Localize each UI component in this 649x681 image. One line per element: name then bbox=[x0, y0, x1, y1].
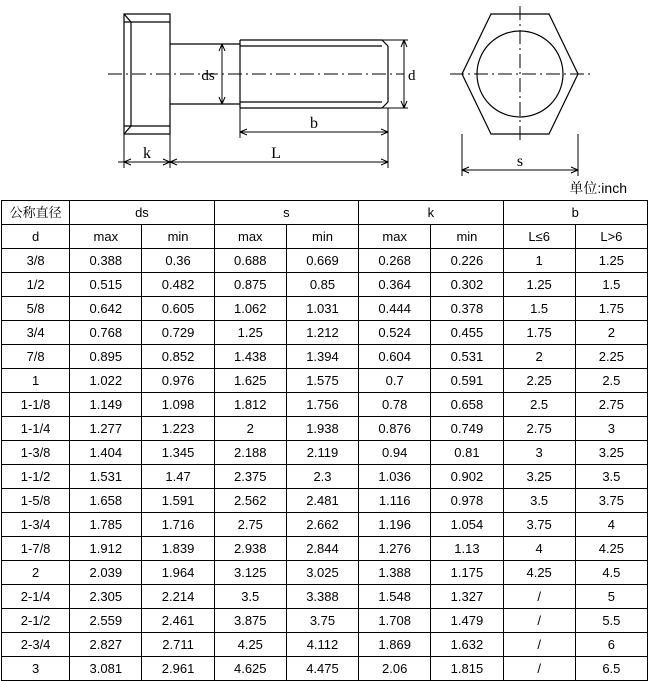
cell-value: 2.481 bbox=[286, 489, 358, 513]
cell-value: 4.475 bbox=[286, 657, 358, 681]
table-row bbox=[2, 585, 648, 609]
cell-value: 0.378 bbox=[431, 297, 503, 321]
cell-value: 0.78 bbox=[359, 393, 431, 417]
cell-nominal-diameter: 1/2 bbox=[2, 273, 70, 297]
cell-value: 0.642 bbox=[70, 297, 142, 321]
cell-value: 1.938 bbox=[286, 417, 358, 441]
cell-value: 0.7 bbox=[359, 369, 431, 393]
cell-value: 0.36 bbox=[142, 249, 214, 273]
cell-value: 1.223 bbox=[142, 417, 214, 441]
cell-value: 1.839 bbox=[142, 537, 214, 561]
cell-value: 0.604 bbox=[359, 345, 431, 369]
table-row bbox=[2, 465, 648, 489]
cell-value: 0.729 bbox=[142, 321, 214, 345]
cell-value: 1.036 bbox=[359, 465, 431, 489]
cell-value: 6 bbox=[575, 633, 647, 657]
label-b: b bbox=[310, 115, 318, 132]
dimension-table bbox=[1, 200, 648, 681]
cell-value: 3 bbox=[503, 441, 575, 465]
cell-value: 4 bbox=[503, 537, 575, 561]
cell-value: 1.175 bbox=[431, 561, 503, 585]
header-s-min: min bbox=[286, 225, 358, 249]
cell-value: 0.482 bbox=[142, 273, 214, 297]
cell-value: 4.25 bbox=[214, 633, 286, 657]
cell-value: 2 bbox=[214, 417, 286, 441]
cell-value: 5 bbox=[575, 585, 647, 609]
header-k-min: min bbox=[431, 225, 503, 249]
cell-value: 0.531 bbox=[431, 345, 503, 369]
cell-value: 1.591 bbox=[142, 489, 214, 513]
table-row bbox=[2, 321, 648, 345]
cell-value: 1.098 bbox=[142, 393, 214, 417]
header-group-ds: ds bbox=[70, 201, 214, 225]
cell-nominal-diameter: 3 bbox=[2, 657, 70, 681]
cell-value: 2.562 bbox=[214, 489, 286, 513]
cell-value: / bbox=[503, 657, 575, 681]
label-ds: ds bbox=[201, 68, 215, 84]
cell-value: 2.5 bbox=[503, 393, 575, 417]
cell-value: 1.716 bbox=[142, 513, 214, 537]
cell-value: 5.5 bbox=[575, 609, 647, 633]
cell-value: 1.212 bbox=[286, 321, 358, 345]
cell-nominal-diameter: 7/8 bbox=[2, 345, 70, 369]
table-header-row-1 bbox=[2, 201, 648, 225]
table-body bbox=[2, 249, 648, 681]
header-group-s: s bbox=[214, 201, 358, 225]
header-b-gt6: L>6 bbox=[575, 225, 647, 249]
cell-nominal-diameter: 1-7/8 bbox=[2, 537, 70, 561]
cell-value: 3.75 bbox=[575, 489, 647, 513]
cell-value: 1.5 bbox=[575, 273, 647, 297]
cell-value: 1.388 bbox=[359, 561, 431, 585]
table-row bbox=[2, 249, 648, 273]
cell-value: 0.94 bbox=[359, 441, 431, 465]
cell-value: 1.327 bbox=[431, 585, 503, 609]
cell-value: 2.5 bbox=[575, 369, 647, 393]
cell-value: 2.25 bbox=[575, 345, 647, 369]
cell-value: 0.364 bbox=[359, 273, 431, 297]
table-row bbox=[2, 537, 648, 561]
cell-value: 1.25 bbox=[575, 249, 647, 273]
cell-value: 0.768 bbox=[70, 321, 142, 345]
cell-value: 2.961 bbox=[142, 657, 214, 681]
cell-value: 0.895 bbox=[70, 345, 142, 369]
label-L: L bbox=[271, 145, 281, 162]
table-row bbox=[2, 657, 648, 681]
cell-nominal-diameter: 1-5/8 bbox=[2, 489, 70, 513]
cell-value: 1.25 bbox=[503, 273, 575, 297]
cell-value: 2.119 bbox=[286, 441, 358, 465]
cell-value: 3.25 bbox=[503, 465, 575, 489]
cell-value: 1.658 bbox=[70, 489, 142, 513]
cell-nominal-diameter: 1 bbox=[2, 369, 70, 393]
header-k-max: max bbox=[359, 225, 431, 249]
cell-value: 0.749 bbox=[431, 417, 503, 441]
header-d: d bbox=[2, 225, 70, 249]
bolt-dimension-drawing bbox=[0, 0, 649, 200]
header-b-le6: L≤6 bbox=[503, 225, 575, 249]
cell-value: 4 bbox=[575, 513, 647, 537]
cell-nominal-diameter: 1-3/4 bbox=[2, 513, 70, 537]
cell-value: 2 bbox=[503, 345, 575, 369]
cell-value: 4.5 bbox=[575, 561, 647, 585]
cell-value: / bbox=[503, 633, 575, 657]
cell-value: 2.844 bbox=[286, 537, 358, 561]
cell-value: 1.708 bbox=[359, 609, 431, 633]
cell-value: 3.388 bbox=[286, 585, 358, 609]
cell-value: 3.25 bbox=[575, 441, 647, 465]
cell-value: 1.912 bbox=[70, 537, 142, 561]
header-s-max: max bbox=[214, 225, 286, 249]
table-row bbox=[2, 393, 648, 417]
cell-value: 1.5 bbox=[503, 297, 575, 321]
cell-value: 1.276 bbox=[359, 537, 431, 561]
cell-value: 1.116 bbox=[359, 489, 431, 513]
cell-value: 1.054 bbox=[431, 513, 503, 537]
table-header-row-2 bbox=[2, 225, 648, 249]
cell-value: 1.345 bbox=[142, 441, 214, 465]
cell-value: 0.388 bbox=[70, 249, 142, 273]
header-group-k: k bbox=[359, 201, 503, 225]
cell-value: 1.632 bbox=[431, 633, 503, 657]
cell-value: 0.81 bbox=[431, 441, 503, 465]
header-group-b: b bbox=[503, 201, 647, 225]
cell-value: 1.25 bbox=[214, 321, 286, 345]
label-k: k bbox=[143, 145, 151, 162]
cell-value: 0.85 bbox=[286, 273, 358, 297]
cell-value: 2.938 bbox=[214, 537, 286, 561]
cell-value: 1.785 bbox=[70, 513, 142, 537]
cell-nominal-diameter: 1-3/8 bbox=[2, 441, 70, 465]
cell-value: 2.039 bbox=[70, 561, 142, 585]
cell-value: 1.815 bbox=[431, 657, 503, 681]
cell-value: 0.302 bbox=[431, 273, 503, 297]
header-ds-max: max bbox=[70, 225, 142, 249]
cell-value: 3.5 bbox=[575, 465, 647, 489]
table-row bbox=[2, 489, 648, 513]
cell-value: 1.756 bbox=[286, 393, 358, 417]
table-row bbox=[2, 417, 648, 441]
label-d: d bbox=[408, 68, 416, 84]
cell-value: 2.75 bbox=[575, 393, 647, 417]
bolt-drawing bbox=[0, 0, 649, 200]
cell-nominal-diameter: 2-3/4 bbox=[2, 633, 70, 657]
cell-value: 1.964 bbox=[142, 561, 214, 585]
dimension-ds bbox=[219, 44, 225, 104]
cell-value: 0.688 bbox=[214, 249, 286, 273]
cell-value: 0.978 bbox=[431, 489, 503, 513]
cell-value: 3.5 bbox=[214, 585, 286, 609]
cell-value: 0.455 bbox=[431, 321, 503, 345]
cell-nominal-diameter: 5/8 bbox=[2, 297, 70, 321]
cell-value: 0.876 bbox=[359, 417, 431, 441]
cell-value: / bbox=[503, 585, 575, 609]
cell-value: 0.976 bbox=[142, 369, 214, 393]
cell-value: 1.575 bbox=[286, 369, 358, 393]
cell-value: 1.531 bbox=[70, 465, 142, 489]
cell-value: 3.75 bbox=[286, 609, 358, 633]
cell-nominal-diameter: 3/4 bbox=[2, 321, 70, 345]
cell-value: 0.669 bbox=[286, 249, 358, 273]
cell-value: 2.461 bbox=[142, 609, 214, 633]
cell-value: 0.226 bbox=[431, 249, 503, 273]
cell-value: 1.277 bbox=[70, 417, 142, 441]
cell-value: 0.875 bbox=[214, 273, 286, 297]
cell-value: 0.444 bbox=[359, 297, 431, 321]
cell-value: 2.711 bbox=[142, 633, 214, 657]
cell-value: 0.515 bbox=[70, 273, 142, 297]
cell-value: 0.268 bbox=[359, 249, 431, 273]
table-row bbox=[2, 441, 648, 465]
cell-value: 1.394 bbox=[286, 345, 358, 369]
cell-value: 1.031 bbox=[286, 297, 358, 321]
cell-value: 1.022 bbox=[70, 369, 142, 393]
cell-value: 2.06 bbox=[359, 657, 431, 681]
cell-value: 0.591 bbox=[431, 369, 503, 393]
cell-value: 0.658 bbox=[431, 393, 503, 417]
cell-value: 1.062 bbox=[214, 297, 286, 321]
cell-value: 3 bbox=[575, 417, 647, 441]
table-row bbox=[2, 273, 648, 297]
cell-value: 4.625 bbox=[214, 657, 286, 681]
cell-value: 2.662 bbox=[286, 513, 358, 537]
cell-value: 1.812 bbox=[214, 393, 286, 417]
cell-value: 0.852 bbox=[142, 345, 214, 369]
unit-note: 单位:inch bbox=[569, 180, 627, 196]
cell-value: 2.827 bbox=[70, 633, 142, 657]
cell-value: 2.375 bbox=[214, 465, 286, 489]
table-row bbox=[2, 297, 648, 321]
cell-value: 2.305 bbox=[70, 585, 142, 609]
cell-value: 1.438 bbox=[214, 345, 286, 369]
cell-nominal-diameter: 2-1/4 bbox=[2, 585, 70, 609]
table-row bbox=[2, 561, 648, 585]
cell-value: 3.75 bbox=[503, 513, 575, 537]
cell-nominal-diameter: 2-1/2 bbox=[2, 609, 70, 633]
cell-value: 6.5 bbox=[575, 657, 647, 681]
cell-nominal-diameter: 3/8 bbox=[2, 249, 70, 273]
cell-value: 3.875 bbox=[214, 609, 286, 633]
cell-value: 1.75 bbox=[503, 321, 575, 345]
cell-value: 2.75 bbox=[214, 513, 286, 537]
cell-value: 0.524 bbox=[359, 321, 431, 345]
cell-value: 2.559 bbox=[70, 609, 142, 633]
cell-value: 1.149 bbox=[70, 393, 142, 417]
cell-value: 4.25 bbox=[503, 561, 575, 585]
table-row bbox=[2, 513, 648, 537]
cell-value: 2.25 bbox=[503, 369, 575, 393]
cell-value: 4.25 bbox=[575, 537, 647, 561]
cell-value: 4.112 bbox=[286, 633, 358, 657]
cell-value: 2.3 bbox=[286, 465, 358, 489]
table-row bbox=[2, 345, 648, 369]
table-row bbox=[2, 609, 648, 633]
cell-value: 1.479 bbox=[431, 609, 503, 633]
cell-value: 1.869 bbox=[359, 633, 431, 657]
center-line-end bbox=[450, 6, 590, 142]
cell-value: 1.548 bbox=[359, 585, 431, 609]
cell-value: 1.196 bbox=[359, 513, 431, 537]
label-s: s bbox=[516, 153, 524, 170]
cell-value: 1.75 bbox=[575, 297, 647, 321]
table-row bbox=[2, 369, 648, 393]
cell-nominal-diameter: 1-1/4 bbox=[2, 417, 70, 441]
cell-value: 1.625 bbox=[214, 369, 286, 393]
cell-value: 1.13 bbox=[431, 537, 503, 561]
cell-nominal-diameter: 1-1/2 bbox=[2, 465, 70, 489]
cell-value: 3.025 bbox=[286, 561, 358, 585]
cell-value: 2 bbox=[575, 321, 647, 345]
cell-value: 0.605 bbox=[142, 297, 214, 321]
header-ds-min: min bbox=[142, 225, 214, 249]
cell-nominal-diameter: 2 bbox=[2, 561, 70, 585]
cell-value: 2.188 bbox=[214, 441, 286, 465]
table-row bbox=[2, 633, 648, 657]
cell-value: 1.47 bbox=[142, 465, 214, 489]
cell-value: 3.5 bbox=[503, 489, 575, 513]
cell-value: 2.75 bbox=[503, 417, 575, 441]
cell-value: 2.214 bbox=[142, 585, 214, 609]
cell-nominal-diameter: 1-1/8 bbox=[2, 393, 70, 417]
cell-value: 3.081 bbox=[70, 657, 142, 681]
cell-value: 3.125 bbox=[214, 561, 286, 585]
header-nominal-diameter: 公称直径 bbox=[2, 201, 70, 225]
cell-value: / bbox=[503, 609, 575, 633]
cell-value: 1.404 bbox=[70, 441, 142, 465]
cell-value: 1 bbox=[503, 249, 575, 273]
cell-value: 0.902 bbox=[431, 465, 503, 489]
